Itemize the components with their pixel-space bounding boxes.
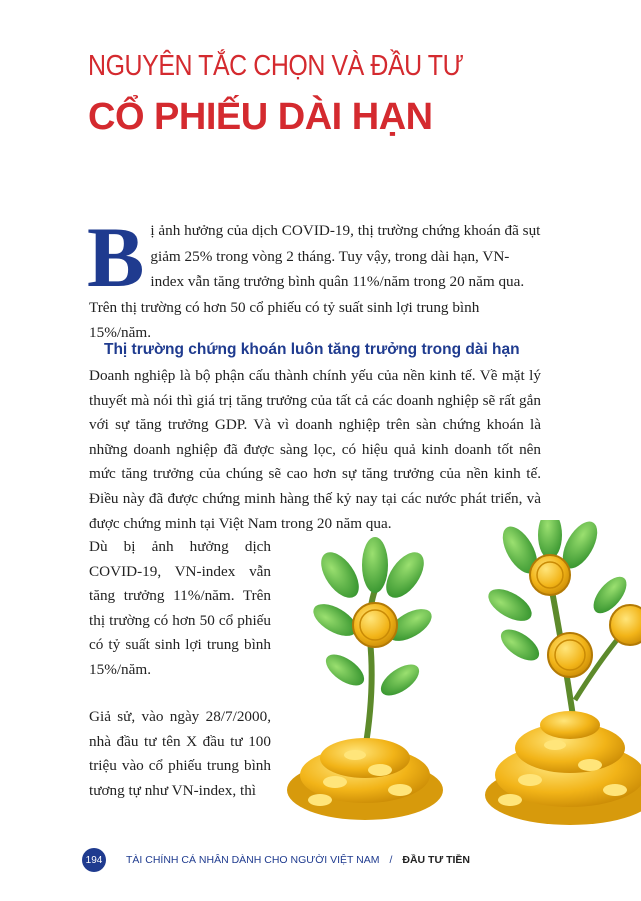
footer-book-title: TÀI CHÍNH CÁ NHÂN DÀNH CHO NGƯỜI VIỆT NAM bbox=[126, 854, 380, 866]
body-paragraph-1: Doanh nghiệp là bộ phận cấu thành chính yếu của nền kinh tế. Về mặt lý thuyết mà nói thì giá trị tăng trưởng của tất cả các doanh nghiệp sẽ rất gắn với sự tăng trưởng GDP. Và vì doanh nghiệp trên sàn chứng khoán là những doanh nghiệp đã được sàng lọc, có hiệu quả kinh doanh tốt nên mức tăng trưởng của chúng sẽ cao hơn sự tăng trưởng của nền kinh tế. Điều này đã được chứng minh hàng thế kỷ nay tại các nước phát triển, và được chứng minh tại Việt Nam trong 20 năm qua. bbox=[89, 367, 541, 532]
section-heading: Thị trường chứng khoán luôn tăng trưởng trong dài hạn bbox=[104, 341, 520, 358]
intro-paragraph bbox=[87, 209, 541, 346]
left-coin-pile bbox=[287, 738, 443, 820]
page-footer bbox=[82, 848, 470, 872]
footer-chapter: ĐẦU TƯ TIỀN bbox=[402, 854, 471, 866]
footer-separator: / bbox=[389, 854, 393, 866]
page-number: 194 bbox=[82, 848, 106, 872]
body-paragraph-2: Dù bị ảnh hưởng dịch COVID-19, VN-index vẫn tăng trưởng 11%/năm. Trên thị trường có hơn 50 cổ phiếu có tỷ suất sinh lợi trung bình 15%/năm. bbox=[89, 538, 271, 678]
left-plant bbox=[308, 537, 437, 750]
coin-plant-illustration bbox=[280, 520, 641, 830]
page-title-line1: NGUYÊN TẮC CHỌN VÀ ĐẦU TƯ bbox=[88, 50, 464, 82]
page-title-line2: CỔ PHIẾU DÀI HẠN bbox=[88, 96, 433, 138]
intro-text: ị ảnh hưởng của dịch COVID-19, thị trường chứng khoán đã sụt giảm 25% trong vòng 2 tháng. Tuy vậy, trong dài hạn, VN-index vẫn tăng trưởng bình quân 11%/năm trong 20 năm qua. Trên thị trường có hơn 50 cổ phiếu có tỷ suất sinh lợi trung bình 15%/năm. bbox=[89, 222, 541, 341]
right-coin-pile bbox=[485, 711, 641, 825]
dropcap-letter: B bbox=[87, 209, 145, 305]
body-paragraph-3: Giả sử, vào ngày 28/7/2000, nhà đầu tư tên X đầu tư 100 triệu vào cổ phiếu trung bình tương tự như VN-index, thì bbox=[89, 708, 271, 799]
right-plant bbox=[483, 520, 641, 730]
